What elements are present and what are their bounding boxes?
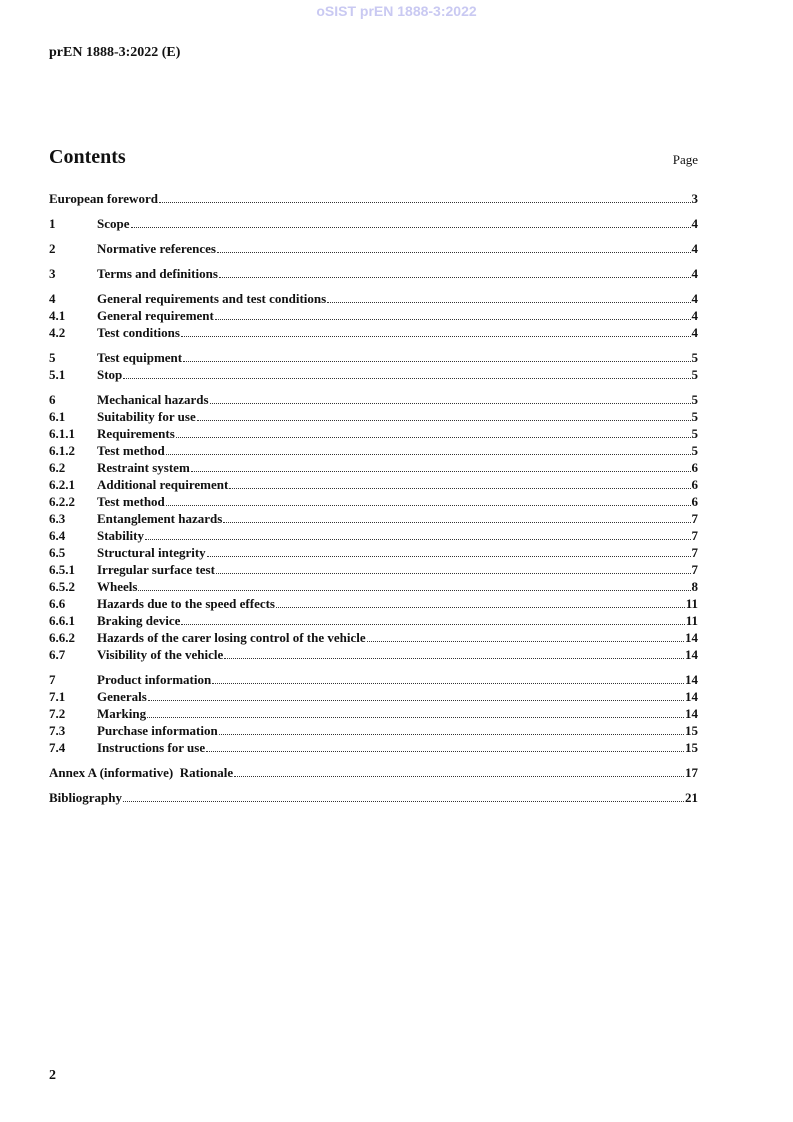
toc-entry-number: 7.1 [49,689,66,704]
toc-entry[interactable] [49,688,698,705]
toc-entry-title: Normative references [97,241,216,256]
toc-entry-title: Stability [97,528,144,543]
toc-entry-page: 7 [691,562,698,577]
toc-entry-title: Scope [97,216,130,231]
toc-entry-title: General requirements and test conditions [97,291,327,306]
dot-leader [181,325,691,337]
dot-leader [191,460,691,472]
toc-entry-number: 1 [49,216,56,231]
toc-entry-page: 6 [691,477,698,492]
toc-entry-page: 4 [691,241,698,256]
toc-group [49,764,698,781]
toc-entry[interactable] [49,595,698,612]
toc-entry[interactable] [49,442,698,459]
toc-entry-title: Additional requirement [97,477,229,492]
toc-entry[interactable] [49,290,698,307]
toc-entry-page: 6 [691,460,698,475]
dot-leader [148,689,684,701]
toc-entry[interactable] [49,215,698,232]
dot-leader [159,191,691,203]
toc-entry[interactable] [49,612,698,629]
toc-entry-page: 5 [691,392,698,407]
dot-leader [197,409,691,421]
dot-leader [123,367,690,379]
toc-entry[interactable] [49,391,698,408]
toc-entry-title: Product information [97,672,212,687]
toc-entry-page: 4 [691,308,698,323]
dot-leader [223,511,690,523]
toc-entry[interactable] [49,705,698,722]
dot-leader [219,723,684,735]
toc-entry[interactable] [49,671,698,688]
toc-entry[interactable] [49,544,698,561]
toc-entry[interactable] [49,324,698,341]
dot-leader [367,630,684,642]
toc-entry-page: 4 [691,325,698,340]
toc-entry-page: 5 [691,367,698,382]
dot-leader [147,706,684,718]
toc-entry[interactable] [49,646,698,663]
toc-entry-number: 6.1.1 [49,426,75,441]
toc-entry-number: 6.4 [49,528,66,543]
toc-entry-title: Mechanical hazards [97,392,209,407]
toc-entry-page: 14 [685,672,698,687]
toc-group [49,265,698,282]
toc-entry-page: 4 [691,266,698,281]
toc-group [49,789,698,806]
toc-group [49,349,698,383]
toc-entry-title: Instructions for use [97,740,206,755]
toc-entry-page: 6 [691,494,698,509]
toc-entry-number: 6.7 [49,647,66,662]
toc-entry-number: 6.5.2 [49,579,75,594]
dot-leader [206,740,684,752]
toc-entry[interactable] [49,408,698,425]
toc-entry-title: Visibility of the vehicle [97,647,224,662]
toc-entry-page: 5 [691,409,698,424]
toc-entry-title: Structural integrity [97,545,206,560]
dot-leader [145,528,691,540]
toc-entry-number: 2 [49,241,56,256]
toc-entry-number: 7.4 [49,740,66,755]
toc-entry-page: 11 [685,596,698,611]
dot-leader [224,647,684,659]
toc-entry-title: Annex A (informative) Rationale [49,765,234,780]
toc-entry-title: Generals [97,689,147,704]
toc-entry-title: Bibliography [49,790,122,805]
toc-entry-title: Test conditions [97,325,180,340]
table-of-contents [49,190,698,814]
toc-entry-title: Wheels [97,579,138,594]
toc-entry-title: Test equipment [97,350,183,365]
toc-group [49,391,698,663]
toc-entry-number: 4.2 [49,325,66,340]
toc-entry-title: Stop [97,367,123,382]
toc-entry-title: Terms and definitions [97,266,218,281]
toc-entry-title: General requirement [97,308,214,323]
toc-entry[interactable] [49,476,698,493]
dot-leader [219,266,691,278]
dot-leader [229,477,690,489]
dot-leader [234,765,684,777]
toc-entry-title: Hazards of the carer losing control of the vehicle [97,630,366,645]
toc-entry-title: Purchase information [97,723,218,738]
toc-entry[interactable] [49,307,698,324]
toc-entry-page: 4 [691,216,698,231]
toc-entry-number: 6.2 [49,460,66,475]
toc-entry-page: 14 [685,630,698,645]
toc-entry[interactable] [49,561,698,578]
toc-entry-title: Suitability for use [97,409,196,424]
dot-leader [123,790,684,802]
toc-entry-number: 7.3 [49,723,66,738]
toc-entry-number: 5 [49,350,56,365]
toc-entry-number: 6.6.1 [49,613,75,628]
dot-leader [212,672,684,684]
toc-entry[interactable] [49,722,698,739]
toc-entry-number: 7 [49,672,56,687]
toc-group [49,190,698,207]
toc-entry-title: European foreword [49,191,158,206]
toc-entry[interactable] [49,629,698,646]
toc-entry-page: 7 [691,511,698,526]
toc-entry-page: 4 [691,291,698,306]
toc-entry-number: 6.2.2 [49,494,75,509]
toc-entry-title: Test method [97,494,165,509]
toc-entry-page: 8 [691,579,698,594]
toc-entry-page: 14 [685,647,698,662]
dot-leader [181,613,684,625]
toc-entry-title: Restraint system [97,460,190,475]
toc-entry-page: 21 [685,790,698,805]
toc-entry-page: 14 [685,706,698,721]
toc-entry-page: 7 [691,528,698,543]
dot-leader [210,392,691,404]
toc-entry-number: 6.5.1 [49,562,75,577]
toc-entry-number: 6.6.2 [49,630,75,645]
dot-leader [216,562,691,574]
dot-leader [166,494,691,506]
toc-entry[interactable] [49,240,698,257]
toc-entry-number: 3 [49,266,56,281]
toc-entry[interactable] [49,510,698,527]
dot-leader [276,596,685,608]
dot-leader [176,426,691,438]
toc-entry-page: 17 [685,765,698,780]
toc-entry-page: 5 [691,350,698,365]
document-header: prEN 1888-3:2022 (E) [49,45,181,60]
toc-entry-title: Entanglement hazards [97,511,223,526]
toc-entry[interactable] [49,739,698,756]
dot-leader [215,308,691,320]
toc-entry-number: 4.1 [49,308,66,323]
toc-entry[interactable] [49,366,698,383]
toc-entry-number: 6 [49,392,56,407]
contents-title: Contents [49,146,126,168]
toc-entry[interactable] [49,459,698,476]
dot-leader [183,350,690,362]
toc-entry[interactable] [49,425,698,442]
watermark: oSIST prEN 1888-3:2022 [316,3,477,19]
toc-entry-number: 6.5 [49,545,66,560]
toc-group [49,290,698,341]
toc-entry[interactable] [49,578,698,595]
toc-entry-title: Irregular surface test [97,562,215,577]
toc-entry-page: 7 [691,545,698,560]
toc-entry-title: Braking device [97,613,181,628]
toc-entry[interactable] [49,789,698,806]
dot-leader [327,291,690,303]
toc-entry[interactable] [49,764,698,781]
toc-group [49,671,698,756]
toc-entry-number: 5.1 [49,367,66,382]
toc-entry-number: 6.6 [49,596,66,611]
dot-leader [131,216,691,228]
toc-entry-title: Hazards due to the speed effects [97,596,275,611]
toc-entry-number: 6.3 [49,511,66,526]
toc-entry[interactable] [49,493,698,510]
dot-leader [166,443,691,455]
dot-leader [138,579,690,591]
toc-entry-number: 6.2.1 [49,477,75,492]
toc-entry[interactable] [49,527,698,544]
toc-entry-number: 7.2 [49,706,66,721]
toc-entry-title: Test method [97,443,165,458]
dot-leader [217,241,691,253]
toc-entry[interactable] [49,190,698,207]
toc-entry-title: Requirements [97,426,175,441]
toc-entry-page: 5 [691,426,698,441]
toc-entry-page: 15 [685,723,698,738]
toc-entry-page: 3 [691,191,698,206]
page-column-label: Page [672,152,698,167]
toc-entry[interactable] [49,349,698,366]
page-number: 2 [49,1068,56,1083]
toc-entry-title: Marking [97,706,147,721]
toc-entry-page: 14 [685,689,698,704]
toc-group [49,240,698,257]
toc-entry-number: 6.1.2 [49,443,75,458]
dot-leader [207,545,691,557]
toc-entry[interactable] [49,265,698,282]
toc-entry-page: 5 [691,443,698,458]
toc-entry-number: 4 [49,291,56,306]
toc-entry-page: 11 [685,613,698,628]
toc-entry-page: 15 [685,740,698,755]
toc-group [49,215,698,232]
toc-entry-number: 6.1 [49,409,66,424]
